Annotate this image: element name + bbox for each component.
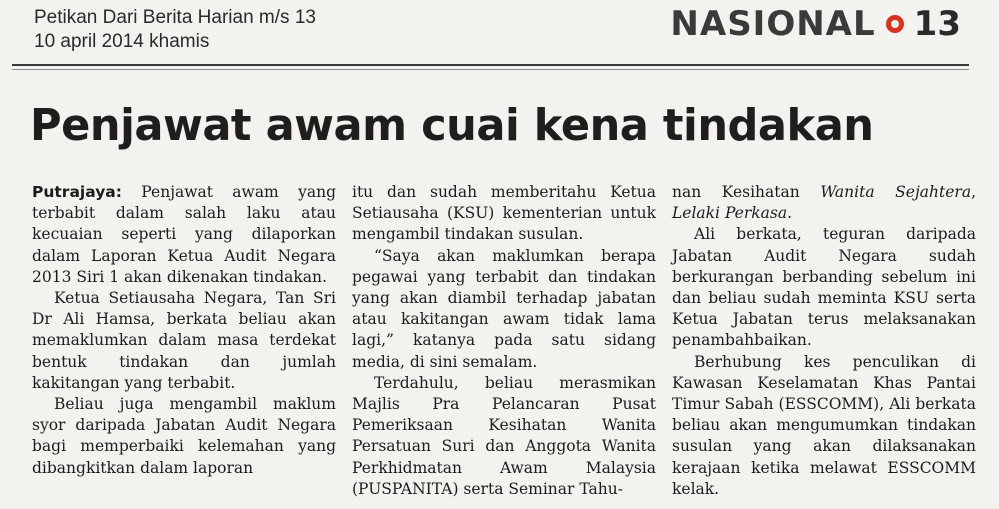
article-column-3 bbox=[672, 182, 976, 504]
header-rule bbox=[12, 64, 969, 66]
program-name: Lelaki Perkasa bbox=[672, 204, 788, 223]
article-column-2 bbox=[352, 182, 656, 504]
paragraph: Terdahulu, beliau merasmikan Majlis Pra Pelancaran Pusat Pemeriksaan Kesihatan Wanita Persatuan Suri dan Anggota Wanita Perkhidmatan Awam Malaysia (PUSPANITA) serta Seminar Tahu- bbox=[352, 373, 656, 498]
header-rule-thin bbox=[12, 69, 969, 70]
red-circle-marker-icon bbox=[886, 15, 904, 33]
paragraph-text: Penjawat awam yang terbabit dalam salah laku atau kecuaian seperti yang dilaporkan dalam Laporan Ketua Audit Negara 2013 Siri 1 akan dikenakan tindakan. bbox=[32, 183, 336, 286]
caption-source-line: Petikan Dari Berita Harian m/s 13 bbox=[34, 7, 316, 28]
source-caption bbox=[34, 6, 316, 54]
dateline: Putrajaya: bbox=[32, 183, 122, 201]
program-name: Wanita Sejahtera bbox=[820, 183, 972, 201]
caption-date-line: 10 april 2014 khamis bbox=[34, 31, 210, 52]
section-label: NASIONAL bbox=[670, 4, 876, 44]
paragraph: itu dan sudah memberitahu Ketua Setiausaha (KSU) kementerian untuk mengambil tindakan susulan. bbox=[352, 183, 656, 244]
paragraph: Berhubung kes penculikan di Kawasan Keselamatan Khas Pantai Timur Sabah (ESSCOMM), Ali berkata beliau akan mengumumkan tindakan susulan yang akan dilaksanakan kerajaan ketika melawat ESSCOMM kelak. bbox=[672, 352, 976, 498]
paragraph bbox=[672, 182, 976, 224]
article-body bbox=[32, 182, 980, 504]
page-number: 13 bbox=[913, 4, 961, 44]
article-column-1 bbox=[32, 182, 336, 504]
paragraph: Beliau juga mengambil maklum syor daripada Jabatan Audit Negara bagi memperbaiki kelemahan yang dibangkitkan dalam laporan bbox=[32, 395, 336, 477]
paragraph-text: nan Kesihatan bbox=[672, 183, 821, 201]
separator: , bbox=[971, 183, 976, 201]
paragraph: Ketua Setiausaha Negara, Tan Sri Dr Ali Hamsa, berkata beliau akan memaklumkan dalam masa terdekat bentuk tindakan dan jumlah kakitangan yang terbabit. bbox=[32, 289, 336, 392]
paragraph: Ali berkata, teguran daripada Jabatan Audit Negara sudah berkurangan berbanding sebelum ini dan beliau sudah meminta KSU serta Ketua Jabatan terus melaksanakan penambahbaikan. bbox=[672, 225, 976, 350]
paragraph bbox=[32, 182, 336, 288]
period: . bbox=[787, 204, 793, 223]
article-headline: Penjawat awam cuai kena tindakan bbox=[30, 100, 874, 151]
paragraph: “Saya akan maklumkan berapa pegawai yang terbabit dan tindakan yang akan diambil terhadap jabatan atau kakitangan awam tidak lama lagi,” katanya pada satu sidang media, di sini semalam. bbox=[352, 246, 656, 371]
section-header bbox=[670, 4, 961, 44]
